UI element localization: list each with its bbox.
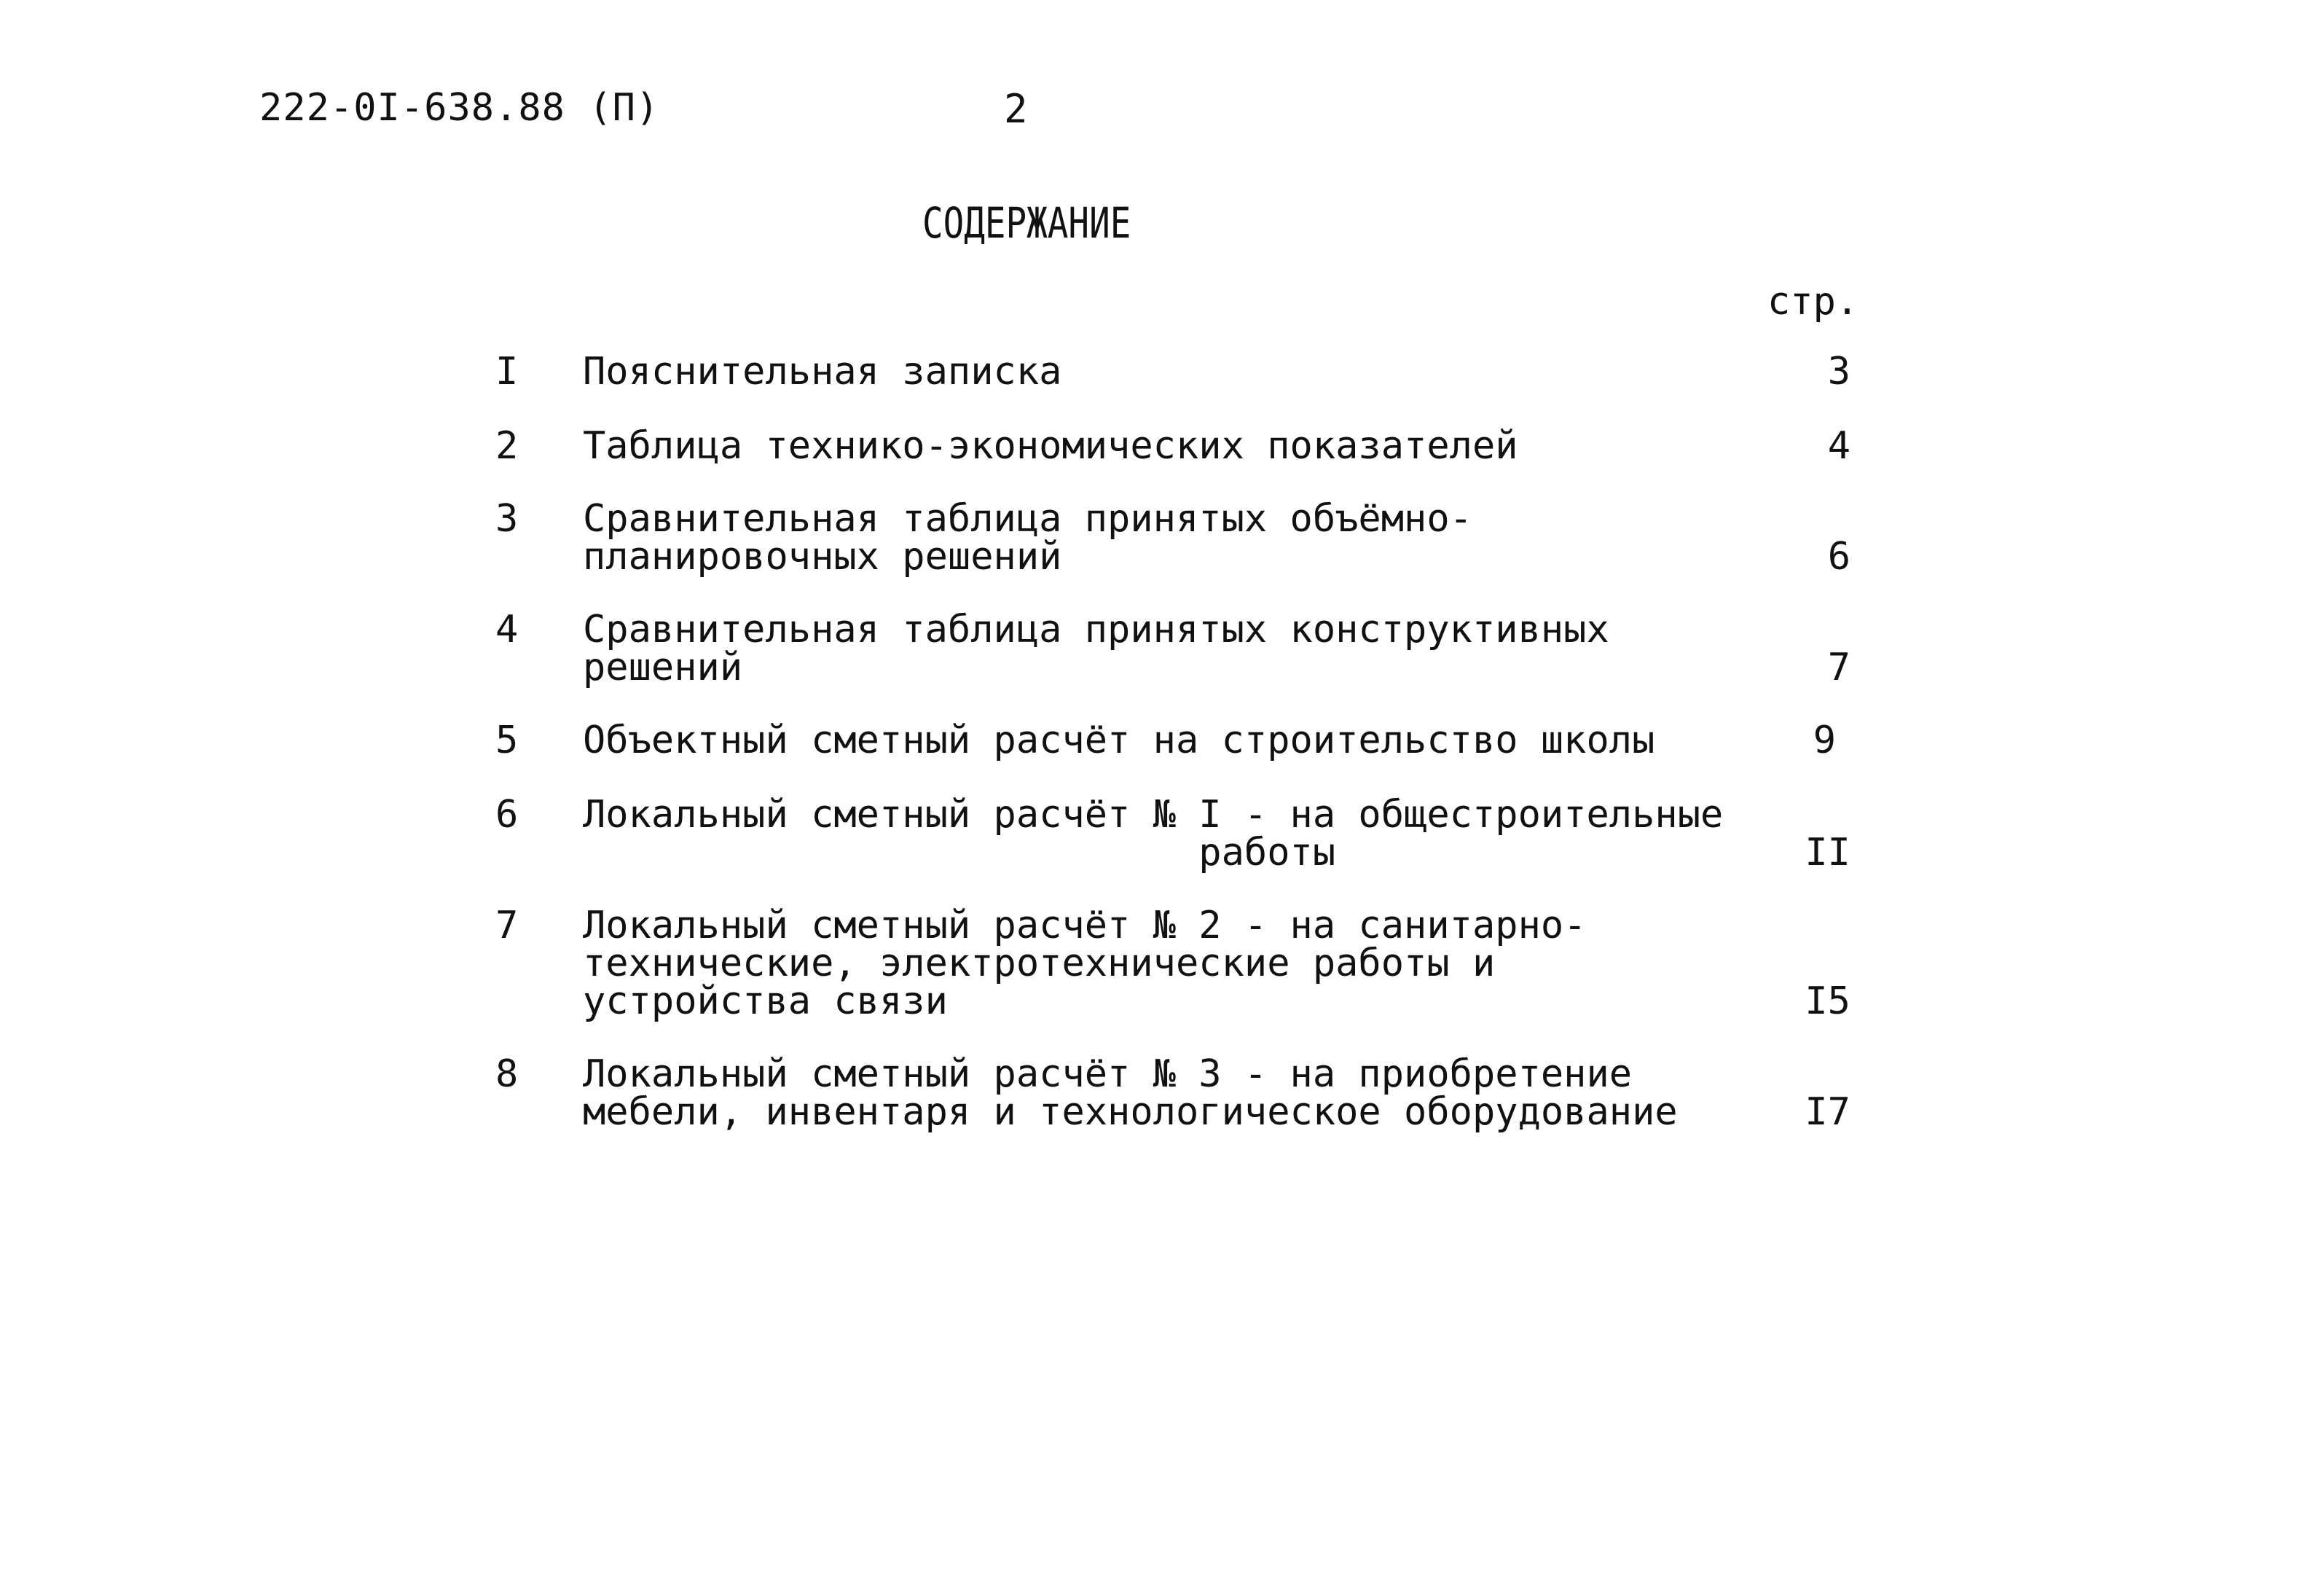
toc-item-text: Пояснительная записка [583,350,1062,394]
toc-item-page: 7 [1827,646,1850,689]
toc-item-number: 6 [495,793,519,837]
toc-item-number: 7 [495,904,519,947]
toc-item-page: I5 [1805,979,1850,1023]
toc-item-number: 3 [495,497,519,541]
toc-item-text: Сравнительная таблица принятых объёмно- планировочных решений [583,497,1472,579]
toc-item-page: I7 [1805,1090,1850,1134]
toc-item-page: 3 [1827,350,1850,394]
toc-title: СОДЕРЖАНИЕ [922,198,1131,248]
toc-item-page: II [1805,831,1850,874]
toc-item-page: 9 [1813,719,1836,762]
toc-item-number: 8 [495,1052,519,1096]
toc-item-text: Сравнительная таблица принятых конструктивных решений [583,608,1609,689]
toc-item-text: Локальный сметный расчёт № 2 - на санитарно- технические, электротехнические работы и устройства связи [583,904,1587,1023]
document-code: 222-0I-638.88 (П) [259,86,660,130]
toc-item-text: Объектный сметный расчёт на строительство школы [583,719,1655,762]
toc-item-number: 4 [495,608,519,651]
toc-item-text: Локальный сметный расчёт № I - на общестроительные работы [583,793,1724,874]
toc-item-number: 5 [495,719,519,762]
page-number: 2 [1004,86,1028,132]
page-column-header: стр. [1767,280,1859,324]
toc-item-number: I [495,350,519,394]
toc-item-text: Локальный сметный расчёт № 3 - на приобретение мебели, инвентаря и технологическое оборудование [583,1052,1678,1134]
toc-item-number: 2 [495,424,519,468]
toc-item-text: Таблица технико-экономических показателей [583,424,1518,468]
toc-item-page: 4 [1827,424,1850,468]
toc-item-page: 6 [1827,535,1850,579]
